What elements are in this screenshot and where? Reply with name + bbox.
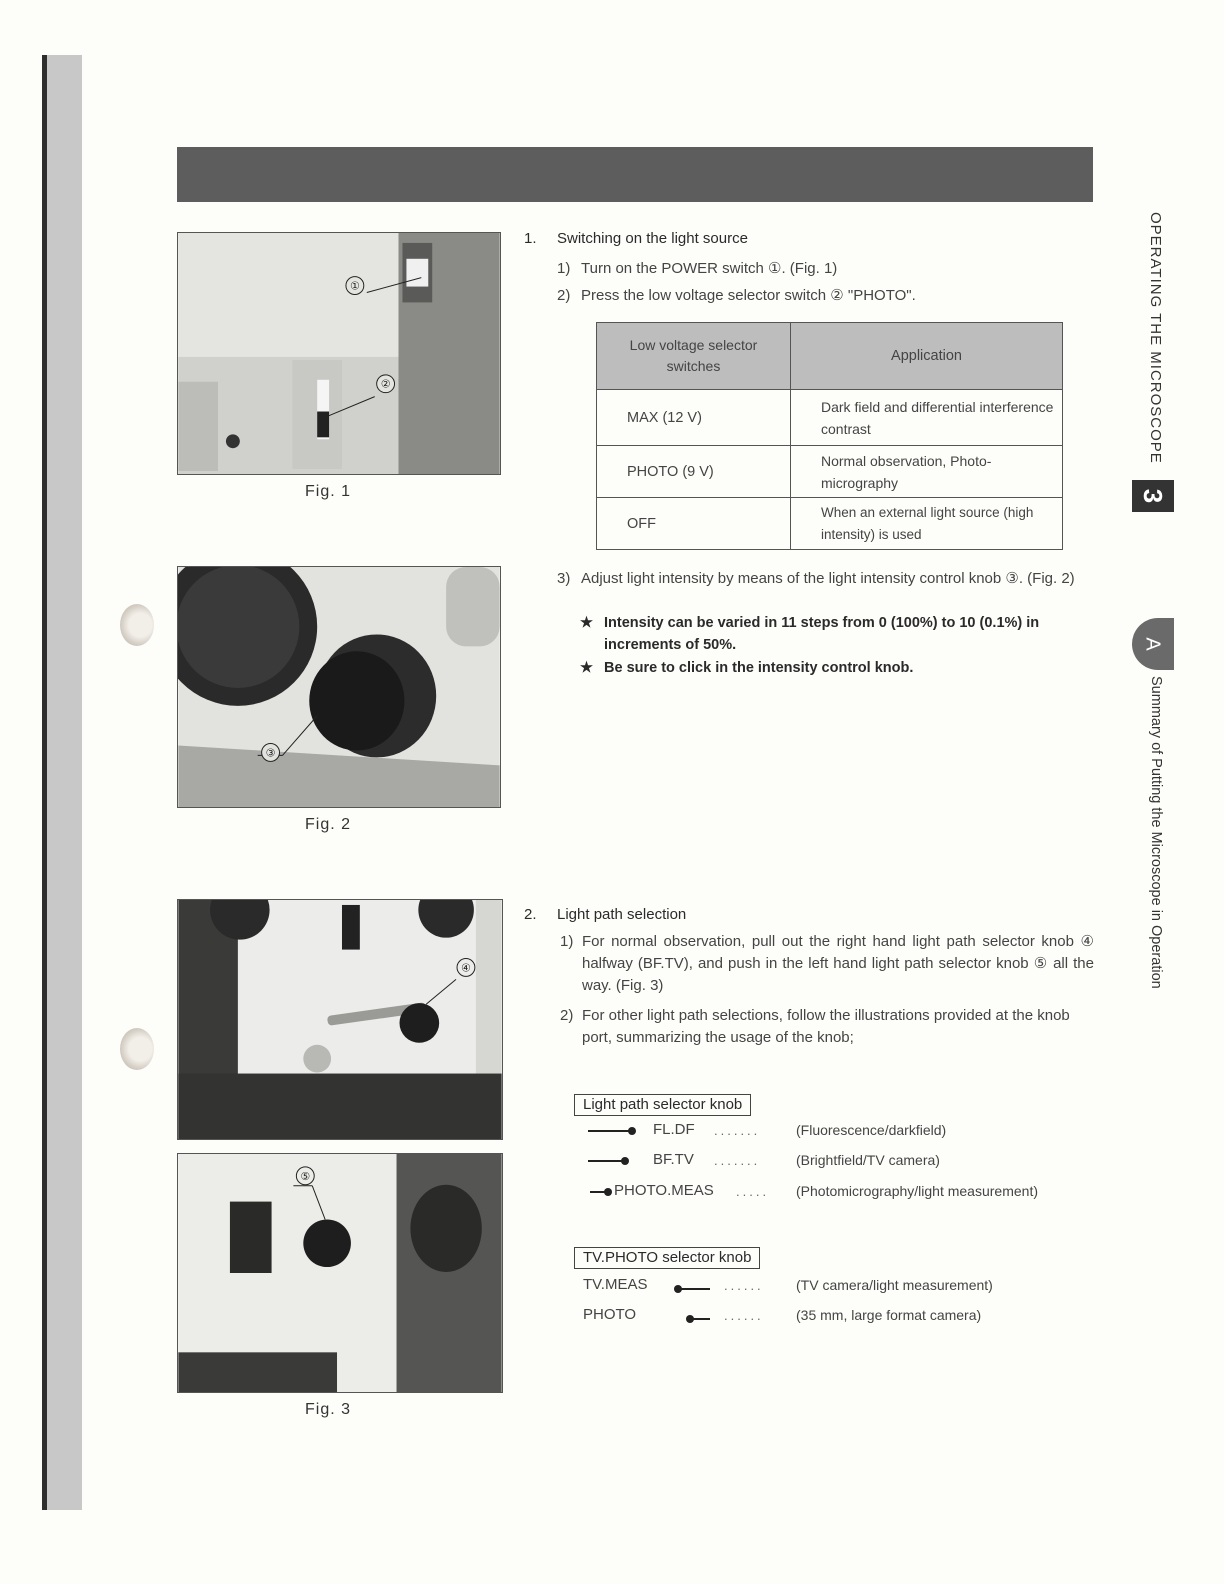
section-letter-tab [1132, 618, 1174, 670]
table-cell-switch: PHOTO (9 V) [597, 446, 791, 498]
power-switch-illustration [178, 233, 500, 474]
legend-fl-df-desc: (Fluorescence/darkfield) [796, 1122, 947, 1138]
section-2-title: Light path selection [557, 906, 687, 923]
header-band [177, 147, 1093, 202]
table-header-application: Application [791, 323, 1063, 390]
step-text: Adjust light intensity by means of the light intensity control knob ③. (Fig. 2) [581, 570, 1075, 587]
intensity-knob-illustration [178, 567, 500, 807]
table-cell-switch: OFF [597, 498, 791, 550]
legend-dots: ...... [724, 1278, 764, 1293]
click-knob-note [580, 657, 1094, 679]
legend-tv-meas-label: TV.MEAS [583, 1276, 648, 1293]
lever-position-icon [588, 1160, 625, 1162]
binding-edge [42, 55, 82, 1510]
legend-dots: ....... [714, 1123, 761, 1138]
step-number: 1) [560, 933, 574, 950]
side-tab-subtitle: Summary of Putting the Microscope in Operation [1148, 676, 1164, 989]
table-header-row [597, 323, 1063, 390]
punch-hole [120, 1028, 154, 1070]
lever-position-icon [690, 1318, 710, 1320]
table-row [597, 498, 1063, 550]
table-cell-application: Normal observation, Photo-micrography [791, 446, 1063, 498]
table-cell-switch: MAX (12 V) [597, 390, 791, 446]
figure-1-caption: Fig. 1 [305, 483, 352, 500]
legend-dots: ....... [714, 1153, 761, 1168]
note-text: Be sure to click in the intensity control knob. [604, 660, 914, 676]
legend-photo-meas-desc: (Photomicrography/light measurement) [796, 1183, 1038, 1199]
figure-2-photo [177, 566, 501, 808]
callout-2: ② [380, 377, 391, 391]
callout-4: ④ [461, 961, 471, 975]
step-number: 2) [557, 287, 571, 304]
section-2-step-1 [560, 931, 1094, 997]
legend-fl-df-label: FL.DF [653, 1121, 695, 1138]
figure-3a-photo [177, 899, 503, 1140]
section-1-title: Switching on the light source [557, 230, 748, 247]
step-text: For normal observation, pull out the right hand light path selector knob ④ halfway (BF.TV), and push in the left hand light path selector knob ⑤ all the way. (Fig. 3) [582, 933, 1094, 994]
figure-3-caption: Fig. 3 [305, 1401, 352, 1418]
side-tab-title: OPERATING THE MICROSCOPE [1147, 212, 1164, 464]
figure-3b-photo [177, 1153, 503, 1393]
punch-hole [120, 604, 154, 646]
legend-photo-desc: (35 mm, large format camera) [796, 1307, 982, 1323]
callout-3: ③ [265, 746, 276, 760]
legend-tv-meas-desc: (TV camera/light measurement) [796, 1277, 993, 1293]
section-1-step-3 [557, 568, 1093, 590]
step-text: Turn on the POWER switch ①. (Fig. 1) [581, 260, 838, 277]
star-icon: ★ [580, 660, 593, 676]
section-2-step-2 [560, 1005, 1094, 1049]
legend-bf-tv-desc: (Brightfield/TV camera) [796, 1152, 940, 1168]
step-number: 1) [557, 260, 571, 277]
chapter-number: 3 [1138, 488, 1168, 504]
callout-5: ⑤ [300, 1169, 311, 1183]
legend-dots: ..... [736, 1184, 770, 1199]
tv-photo-knob-illustration [178, 1154, 502, 1392]
light-path-knob-illustration [178, 900, 502, 1139]
step-number: 3) [557, 570, 571, 587]
section-2-number: 2. [524, 906, 537, 923]
section-1-heading [524, 230, 748, 247]
figure-2-caption: Fig. 2 [305, 816, 352, 833]
table-cell-application: When an external light source (high intensity) is used [791, 498, 1063, 550]
step-number: 2) [560, 1007, 574, 1024]
section-1-step-2 [557, 285, 1077, 307]
lever-position-icon [590, 1191, 608, 1193]
callout-1: ① [349, 279, 360, 293]
star-icon: ★ [580, 615, 593, 631]
lever-position-icon [588, 1130, 632, 1132]
table-row [597, 446, 1063, 498]
section-letter: A [1142, 637, 1164, 651]
step-text: For other light path selections, follow the illustrations provided at the knob port, summarizing the usage of the knob; [582, 1007, 1070, 1046]
tv-photo-knob-title: TV.PHOTO selector knob [574, 1247, 760, 1269]
low-voltage-table [596, 322, 1063, 550]
chapter-badge [1132, 480, 1174, 512]
step-text: Press the low voltage selector switch ② "PHOTO". [581, 287, 916, 304]
legend-dots: ...... [724, 1308, 764, 1323]
light-path-knob-title: Light path selector knob [574, 1094, 751, 1116]
legend-photo-label: PHOTO [583, 1306, 637, 1323]
table-header-switches: Low voltage selector switches [597, 323, 791, 390]
table-cell-application: Dark field and differential interference contrast [791, 390, 1063, 446]
section-1-step-1 [557, 258, 1077, 280]
legend-bf-tv-label: BF.TV [653, 1151, 694, 1168]
legend-photo-meas-label: PHOTO.MEAS [614, 1182, 714, 1199]
section-2-heading [524, 906, 686, 923]
lever-position-icon [678, 1288, 710, 1290]
note-text: Intensity can be varied in 11 steps from 0 (100%) to 10 (0.1%) in increments of 50%. [604, 615, 1040, 653]
intensity-steps-note [580, 612, 1094, 656]
table-row [597, 390, 1063, 446]
figure-1-photo [177, 232, 501, 475]
section-1-number: 1. [524, 230, 537, 247]
